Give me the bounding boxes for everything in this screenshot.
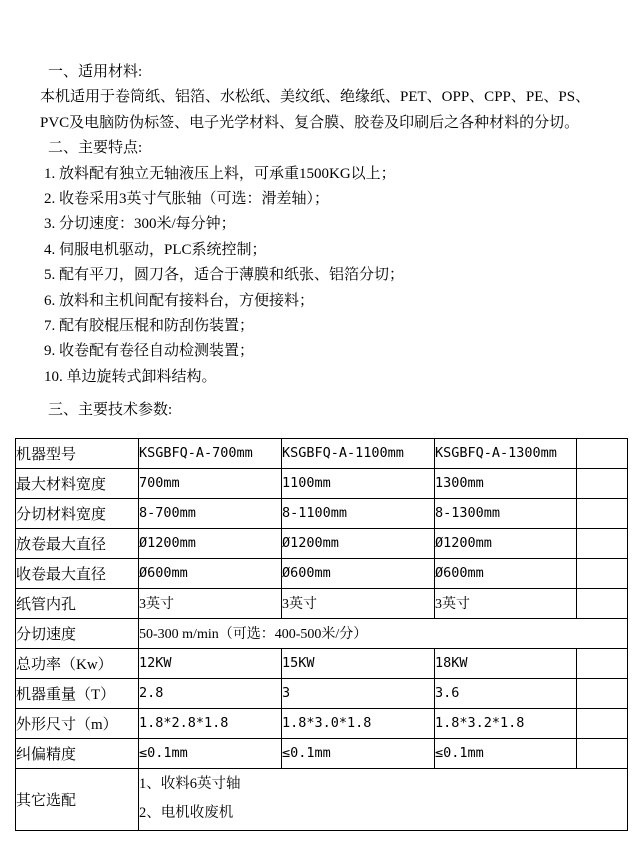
- spec-value: 700mm: [139, 468, 282, 498]
- spec-empty-cell: [577, 498, 628, 528]
- spec-label: 其它选配: [16, 768, 139, 830]
- spec-value: KSGBFQ-A-700mm: [139, 438, 282, 468]
- table-row-core-bore: [16, 588, 628, 618]
- spec-span-lines-cell: [139, 768, 628, 830]
- spec-empty-cell: [577, 678, 628, 708]
- section1-paragraph-line: 本机适用于卷筒纸、铝箔、水松纸、美纹纸、绝缘纸、PET、OPP、CPP、PE、PS、: [40, 89, 591, 106]
- spec-label: 机器重量（T）: [16, 678, 139, 708]
- spec-label: 纠偏精度: [16, 738, 139, 768]
- spec-value: KSGBFQ-A-1300mm: [435, 438, 577, 468]
- spec-value: 8-1300mm: [435, 498, 577, 528]
- spec-value: ≤0.1mm: [435, 738, 577, 768]
- spec-empty-cell: [577, 648, 628, 678]
- spec-value: KSGBFQ-A-1100mm: [282, 438, 435, 468]
- table-row-unwind-diameter: [16, 528, 628, 558]
- section1-paragraph-line: PVC及电脑防伪标签、电子光学材料、复合膜、胶卷及印刷后之各种材料的分切。: [40, 114, 580, 131]
- spec-value: ≤0.1mm: [282, 738, 435, 768]
- spec-value: 12KW: [139, 648, 282, 678]
- feature-item: 5. 配有平刀，圆刀各，适合于薄膜和纸张、铝箔分切；: [44, 267, 405, 284]
- feature-item: 1. 放料配有独立无轴液压上料，可承重1500KG以上；: [44, 165, 396, 182]
- section3-heading: 三、主要技术参数:: [48, 402, 173, 419]
- spec-table: [15, 438, 628, 831]
- spec-value: 18KW: [435, 648, 577, 678]
- spec-value: ≤0.1mm: [139, 738, 282, 768]
- spec-label: 分切材料宽度: [16, 498, 139, 528]
- spec-label: 外形尺寸（m）: [16, 708, 139, 738]
- table-row-correction-accuracy: [16, 738, 628, 768]
- spec-empty-cell: [577, 438, 628, 468]
- spec-value: 8-700mm: [139, 498, 282, 528]
- feature-item: 9. 收卷配有卷径自动检测装置；: [44, 343, 255, 360]
- spec-empty-cell: [577, 528, 628, 558]
- spec-label: 分切速度: [16, 618, 139, 648]
- optional-extra-line: 2、电机收废机: [139, 805, 234, 822]
- spec-empty-cell: [577, 468, 628, 498]
- spec-empty-cell: [577, 588, 628, 618]
- spec-value: 3: [282, 678, 435, 708]
- optional-extra-line: 1、收料6英寸轴: [139, 776, 241, 793]
- spec-span-value: 50-300 m/min（可选：400-500米/分）: [139, 618, 628, 648]
- spec-label: 纸管内孔: [16, 588, 139, 618]
- spec-value: 3英寸: [139, 588, 282, 618]
- feature-item: 7. 配有胶棍压棍和防刮伤装置；: [44, 318, 255, 335]
- spec-value: 3英寸: [435, 588, 577, 618]
- spec-value: Ø1200mm: [435, 528, 577, 558]
- spec-value: 1.8*3.2*1.8: [435, 708, 577, 738]
- feature-item: 10. 单边旋转式卸料结构。: [44, 368, 217, 385]
- table-row-dimensions: [16, 708, 628, 738]
- table-row-machine-weight: [16, 678, 628, 708]
- spec-label: 机器型号: [16, 438, 139, 468]
- table-row-slit-speed: [16, 618, 628, 648]
- feature-item: 2. 收卷采用3英寸气胀轴（可选：滑差轴）；: [44, 191, 330, 208]
- feature-item: 4. 伺服电机驱动，PLC系统控制；: [44, 241, 267, 258]
- spec-label: 放卷最大直径: [16, 528, 139, 558]
- document-text-block: [0, 0, 640, 424]
- spec-value: 2.8: [139, 678, 282, 708]
- section1-heading: 一、适用材料:: [48, 64, 143, 80]
- table-row-max-width: [16, 468, 628, 498]
- spec-label: 收卷最大直径: [16, 558, 139, 588]
- spec-label: 总功率（Kw）: [16, 648, 139, 678]
- spec-value: 3.6: [435, 678, 577, 708]
- spec-value: Ø600mm: [435, 558, 577, 588]
- section2-heading: 二、主要特点:: [48, 140, 143, 157]
- spec-empty-cell: [577, 738, 628, 768]
- table-row-optional-extras: [16, 768, 628, 830]
- spec-value: 1.8*3.0*1.8: [282, 708, 435, 738]
- spec-value: Ø600mm: [282, 558, 435, 588]
- spec-value: 1100mm: [282, 468, 435, 498]
- spec-value: Ø600mm: [139, 558, 282, 588]
- spec-value: 1.8*2.8*1.8: [139, 708, 282, 738]
- table-row-model: [16, 438, 628, 468]
- table-row-rewind-diameter: [16, 558, 628, 588]
- spec-value: 8-1100mm: [282, 498, 435, 528]
- table-row-slit-width: [16, 498, 628, 528]
- spec-value: 15KW: [282, 648, 435, 678]
- spec-value: 1300mm: [435, 468, 577, 498]
- spec-empty-cell: [577, 558, 628, 588]
- table-row-total-power: [16, 648, 628, 678]
- spec-label: 最大材料宽度: [16, 468, 139, 498]
- spec-value: 3英寸: [282, 588, 435, 618]
- feature-item: 3. 分切速度：300米/每分钟；: [44, 216, 236, 233]
- spec-empty-cell: [577, 708, 628, 738]
- spec-value: Ø1200mm: [139, 528, 282, 558]
- spec-value: Ø1200mm: [282, 528, 435, 558]
- feature-item: 6. 放料和主机间配有接料台，方便接料；: [44, 292, 315, 309]
